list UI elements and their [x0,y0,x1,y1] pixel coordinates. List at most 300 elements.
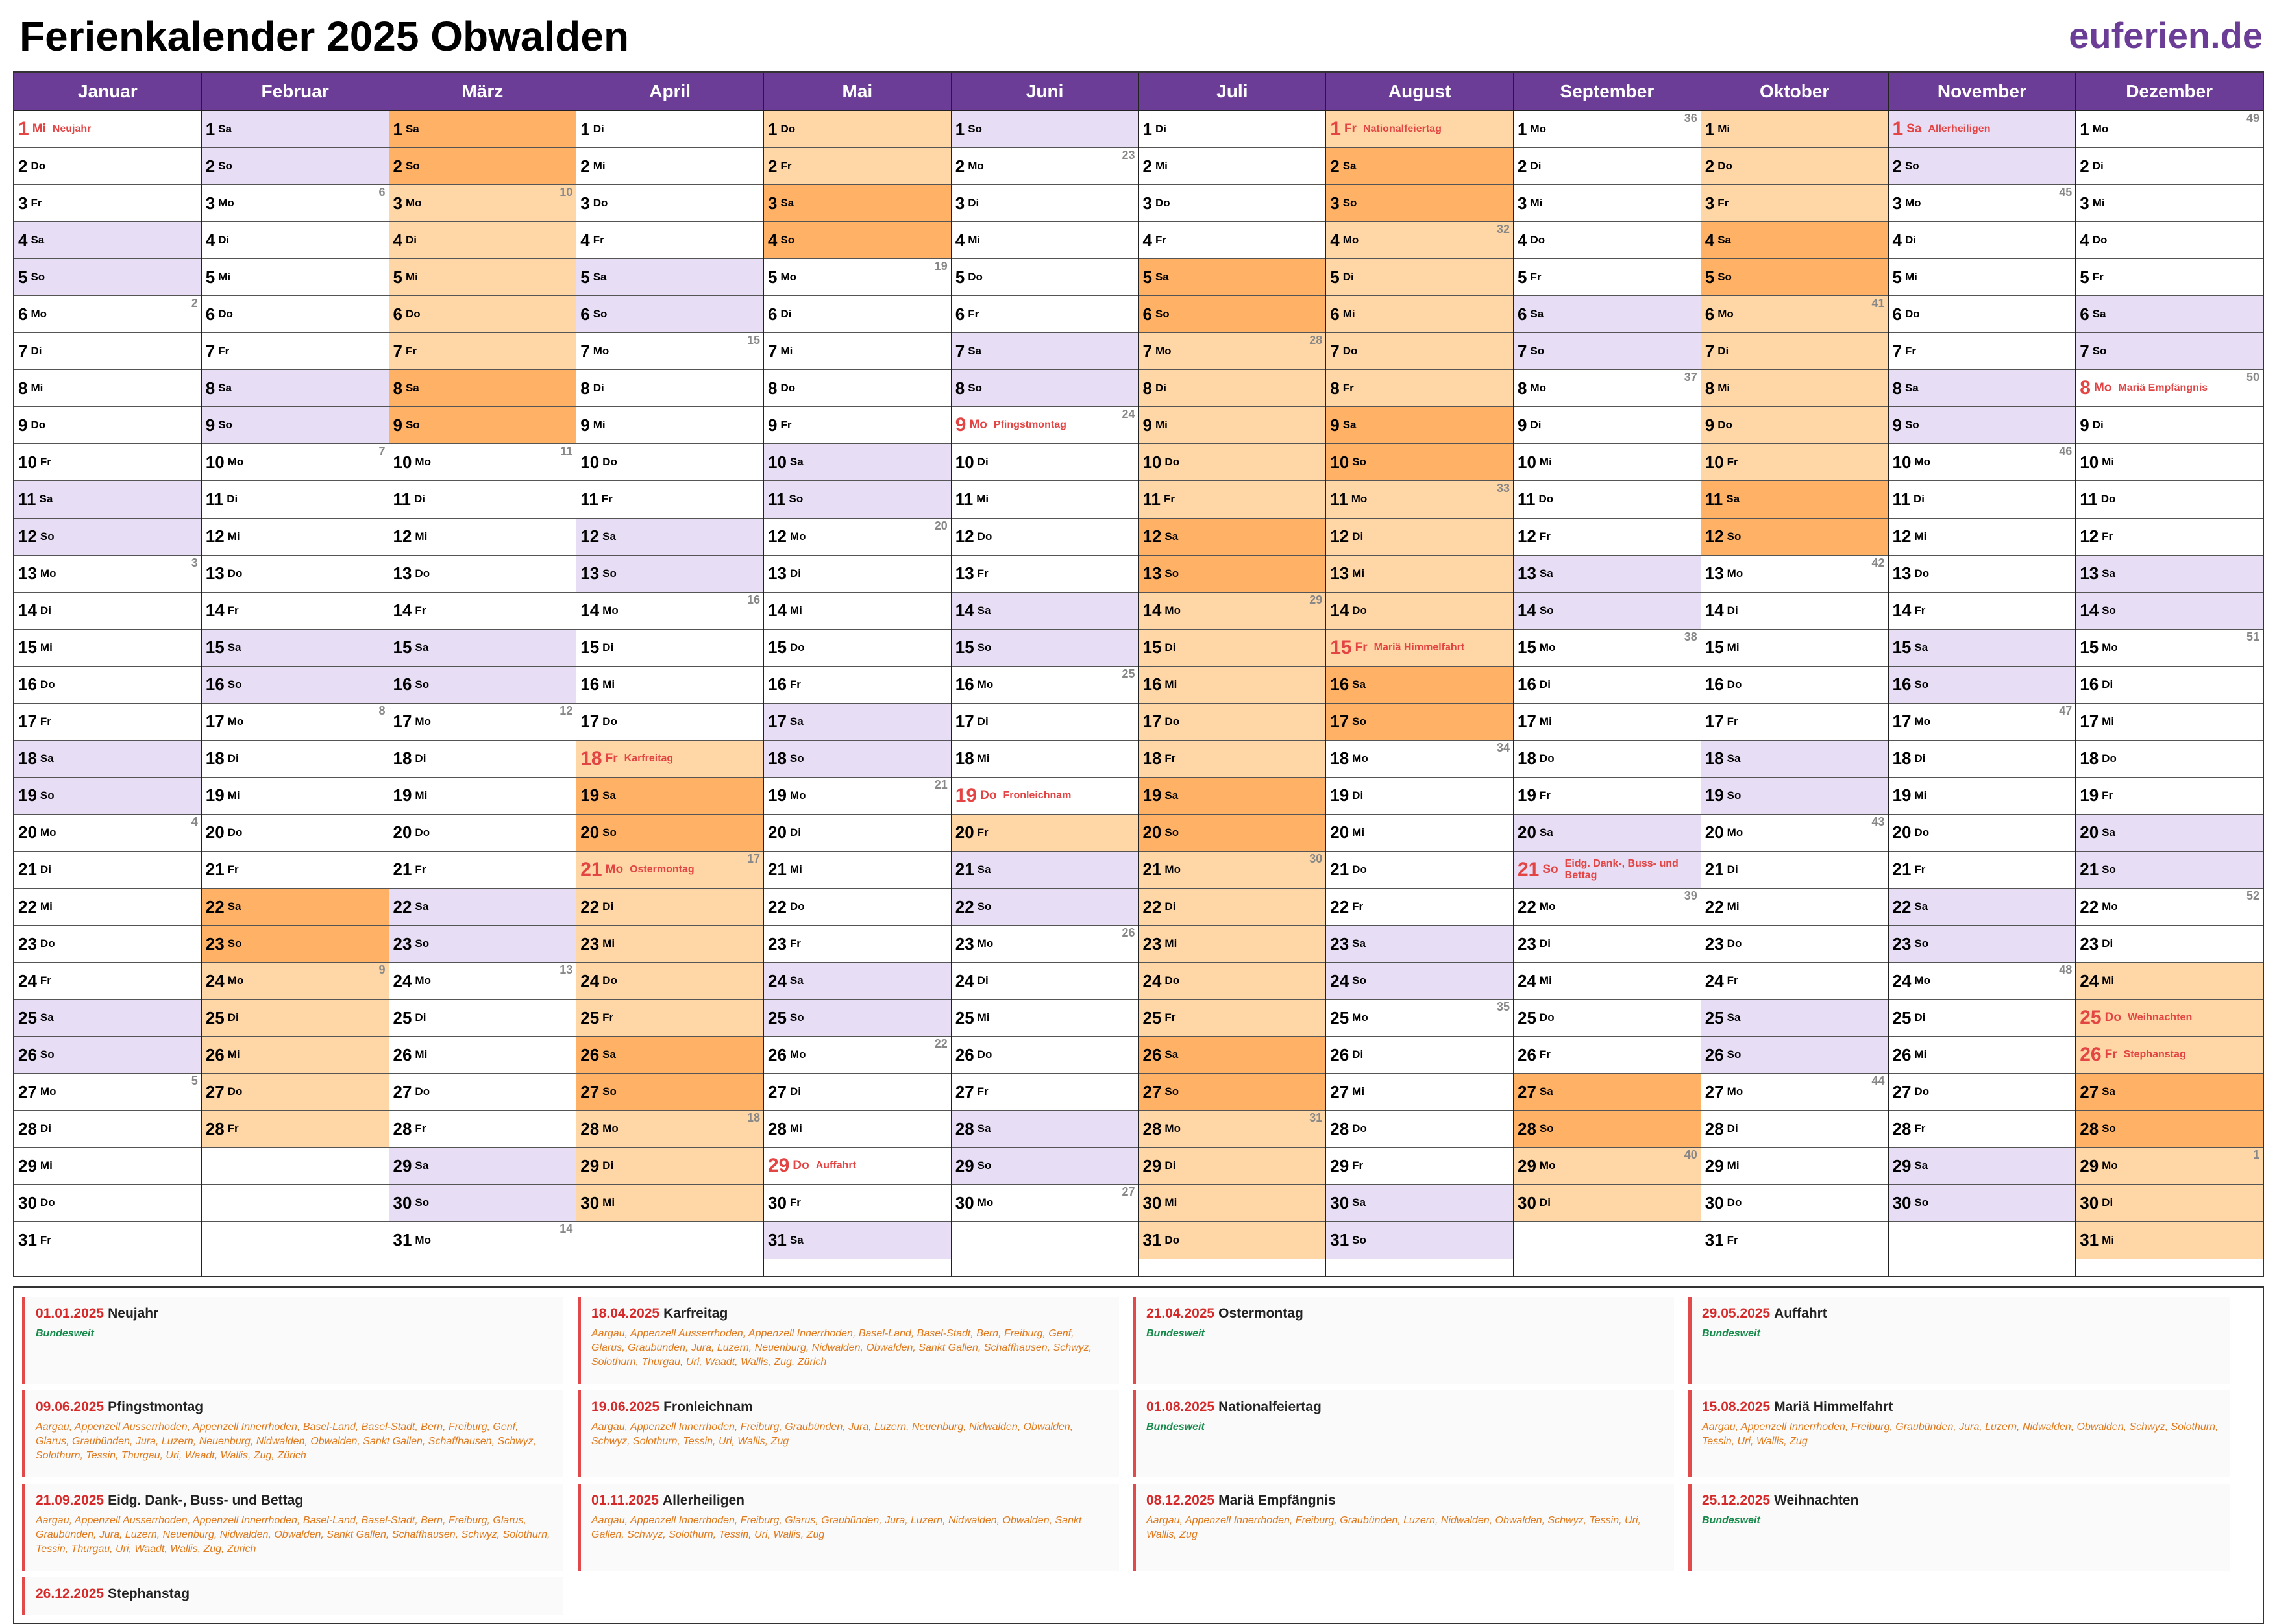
day-cell [1514,556,1701,593]
weekday-label: Do [1914,567,1930,580]
weekday-label: Mo [1164,1122,1181,1135]
day-cell [576,1222,763,1259]
day-number: 20 [1892,822,1912,843]
weekday-label: Mo [1539,641,1556,654]
day-number: 21 [1330,859,1349,880]
day-cell [952,741,1138,778]
weekday-label: So [1530,345,1545,358]
weekday-label: Sa [593,271,607,284]
weekday-label: So [789,493,804,506]
weekday-label: Mo [40,567,56,580]
day-cell [2076,370,2263,407]
holiday-legend-item [1688,1297,2230,1384]
month-header: Mai [764,73,951,111]
week-number: 8 [378,704,386,717]
day-cell [202,1111,389,1148]
day-cell [952,481,1138,518]
day-cell [14,963,201,1000]
day-number: 8 [768,378,778,398]
day-number: 14 [393,600,412,621]
day-cell [1326,1148,1513,1185]
day-number: 27 [580,1081,600,1101]
weekday-label: Do [1727,678,1742,691]
weekday-label: Di [1352,789,1364,802]
weekday-label: Di [40,1122,51,1135]
weekday-label: Do [1717,160,1732,173]
day-cell [952,593,1138,630]
weekday-label: Sa [405,382,419,395]
day-number: 6 [205,304,215,324]
day-cell [952,370,1138,407]
weekday-label: Do [1727,1196,1742,1209]
weekday-label: Sa [415,900,429,913]
day-number: 28 [1518,1118,1536,1138]
day-number: 22 [1142,896,1162,917]
day-number: 26 [393,1044,412,1064]
day-number: 21 [1705,859,1724,880]
day-number: 26 [1518,1044,1536,1064]
month-column [1701,73,1888,1276]
weekday-label: Sa [1155,271,1169,284]
day-number: 11 [1892,489,1910,509]
weekday-label: Mi [977,1011,990,1024]
day-number: 3 [768,193,778,213]
day-cell [1139,222,1326,259]
weekday-label: Mo [31,308,47,321]
page-title: Ferienkalender 2025 Obwalden [19,13,630,60]
holiday-date: 19.06.2025 [591,1399,660,1414]
weekday-label: Sa [1539,567,1553,580]
day-cell [1701,704,1888,741]
holiday-name: Pfingstmontag [993,419,1066,431]
weekday-label: Do [2102,752,2117,765]
weekday-label: Mi [1164,678,1177,691]
week-number: 40 [1684,1148,1697,1162]
day-number: 13 [18,563,37,584]
weekday-label: Mo [2102,1159,2118,1172]
weekday-label: Fr [977,1085,989,1098]
weekday-label: Mo [977,937,994,950]
day-number: 12 [18,526,37,547]
weekday-label: Mo [415,1233,431,1246]
week-number: 35 [1496,1000,1510,1014]
day-cell [1889,296,2076,333]
day-number: 2 [955,156,965,176]
day-cell [1889,407,2076,444]
day-number: 20 [768,822,787,843]
holiday-regions: Aargau, Appenzell Innerrhoden, Freiburg, Graubünden, Luzern, Nidwalden, Obwalden, Schwyz, Tessin, Uri, Wallis, Zug [1146,1515,1641,1540]
weekday-label: Sa [31,234,45,247]
day-number: 3 [1142,193,1152,213]
brand-logo[interactable]: euferien.de [2069,15,2263,56]
weekday-label: Sa [1727,1011,1741,1024]
day-cell [1514,407,1701,444]
day-number: 9 [18,415,28,435]
weekday-label: Fr [1539,1048,1551,1061]
weekday-label: Mi [40,1159,53,1172]
day-cell [14,370,201,407]
holiday-legend-item [22,1484,563,1571]
week-number: 42 [1871,556,1885,569]
day-number: 15 [1518,637,1536,658]
weekday-label: Mo [968,160,984,173]
weekday-label: Fr [1904,345,1916,358]
holiday-regions: Aargau, Appenzell Innerrhoden, Freiburg, Graubünden, Jura, Luzern, Neuenburg, Nidwalden, Obwalden, Schwyz, Solothurn, Tessin, Uri, Wallis, Zug [591,1421,1074,1447]
day-number: 3 [580,193,590,213]
day-cell [764,444,951,481]
day-cell [764,1148,951,1185]
day-cell [952,1037,1138,1074]
day-cell [764,778,951,815]
day-number: 6 [1330,304,1340,324]
weekday-label: Fr [1717,197,1729,210]
weekday-label: Sa [1539,826,1553,839]
day-cell [1326,148,1513,185]
day-cell [952,556,1138,593]
week-number: 16 [746,593,760,606]
weekday-label: Mo [1904,197,1921,210]
weekday-label: So [1352,456,1366,469]
day-cell [764,148,951,185]
day-cell [389,815,576,852]
day-cell [1326,222,1513,259]
day-cell [389,370,576,407]
day-number: 27 [1142,1081,1162,1101]
weekday-label: Sa [1164,789,1179,802]
weekday-label: Sa [2102,1085,2115,1098]
weekday-label: Sa [780,197,794,210]
day-number: 4 [205,230,215,250]
day-cell [389,222,576,259]
weekday-label: Di [977,715,989,728]
day-number: 3 [1705,193,1715,213]
weekday-label: So [977,1159,992,1172]
weekday-label: Sa [1352,678,1366,691]
day-number: 5 [18,267,28,287]
weekday-label: Di [1727,1122,1738,1135]
day-number: 5 [393,267,402,287]
day-number: 31 [1142,1230,1162,1250]
day-number: 14 [2080,600,2099,621]
day-cell [202,704,389,741]
weekday-label: Sa [415,1159,429,1172]
day-cell [1701,111,1888,148]
weekday-label: Do [1914,1085,1930,1098]
day-number: 7 [1142,341,1152,361]
weekday-label: So [602,826,617,839]
weekday-label: Mi [602,937,615,950]
day-number: 23 [768,933,787,953]
holiday-date: 25.12.2025 [1702,1493,1771,1508]
weekday-label: Mo [789,789,806,802]
day-cell [576,1111,763,1148]
day-number: 9 [2080,415,2089,435]
week-number: 6 [378,186,386,199]
day-number: 22 [1518,896,1536,917]
weekday-label: Sa [1717,234,1732,247]
day-number: 6 [955,304,965,324]
day-number: 18 [1142,748,1162,769]
weekday-label: Di [2092,160,2104,173]
weekday-label: Do [218,308,233,321]
day-cell [1514,963,1701,1000]
day-cell [1326,259,1513,296]
weekday-label: Do [793,1159,809,1173]
weekday-label: Di [405,234,417,247]
day-number: 28 [1142,1118,1162,1138]
day-number: 14 [955,600,974,621]
day-number: 14 [1892,600,1912,621]
day-number: 11 [1705,489,1723,509]
day-cell [1326,444,1513,481]
day-number: 6 [1518,304,1527,324]
weekday-label: So [1164,826,1179,839]
day-cell [764,852,951,889]
weekday-label: Di [1539,937,1551,950]
day-cell [14,778,201,815]
day-number: 17 [1330,711,1349,732]
day-cell [2076,1148,2263,1185]
weekday-label: Do [1727,937,1742,950]
weekday-label: So [789,752,804,765]
weekday-label: Di [40,604,51,617]
day-number: 1 [2080,119,2089,139]
day-cell [1701,1074,1888,1111]
weekday-label: Sa [789,1233,804,1246]
weekday-label: Fr [227,604,239,617]
day-cell [764,704,951,741]
day-cell [1514,741,1701,778]
holiday-regions: Bundesweit [36,1328,94,1339]
day-cell [1701,1000,1888,1037]
weekday-label: Di [1164,1159,1176,1172]
day-cell [1326,185,1513,222]
weekday-label: Di [1530,419,1542,432]
day-cell [1889,370,2076,407]
day-cell [2076,852,2263,889]
day-number: 25 [1705,1007,1724,1027]
weekday-label: So [40,789,55,802]
day-number: 28 [1705,1118,1724,1138]
weekday-label: Fr [789,1196,801,1209]
holiday-legend-item [578,1297,1119,1384]
day-number: 25 [768,1007,787,1027]
day-cell [764,259,951,296]
holiday-title: Stephanstag [108,1586,190,1601]
day-cell [2076,1074,2263,1111]
day-number: 13 [1705,563,1724,584]
day-cell [764,667,951,704]
day-number: 1 [580,119,590,139]
day-cell [1701,1222,1888,1259]
day-cell [2076,1037,2263,1074]
day-cell [1139,926,1326,963]
day-cell [764,1037,951,1074]
weekday-label: Mi [789,863,802,876]
weekday-label: Mi [1352,826,1365,839]
day-number: 15 [205,637,225,658]
day-cell [1139,519,1326,556]
weekday-label: So [977,900,992,913]
day-cell [1514,1037,1701,1074]
weekday-label: Mo [405,197,422,210]
weekday-label: Sa [2102,567,2115,580]
day-cell [14,296,201,333]
day-number: 22 [2080,896,2099,917]
week-number: 30 [1309,852,1323,865]
week-number: 23 [1122,149,1135,162]
day-cell [14,185,201,222]
day-cell [1139,593,1326,630]
day-cell [1139,481,1326,518]
weekday-label: Sa [1904,382,1919,395]
holiday-legend [13,1286,2264,1624]
day-number: 31 [393,1230,412,1250]
day-cell [952,778,1138,815]
day-cell [576,519,763,556]
day-number: 17 [580,711,600,732]
weekday-label: Di [2102,678,2113,691]
day-number: 23 [2080,933,2099,953]
day-number: 19 [2080,785,2099,806]
weekday-label: Di [1914,493,1925,506]
day-number: 5 [955,267,965,287]
day-number: 11 [955,489,974,509]
holiday-legend-item [22,1297,563,1384]
day-cell [389,889,576,926]
weekday-label: Fr [2092,271,2104,284]
day-cell [1889,1074,2076,1111]
weekday-label: Fr [1155,234,1166,247]
day-cell [2076,778,2263,815]
weekday-label: So [40,1048,55,1061]
day-number: 3 [1892,193,1902,213]
day-cell [1514,1074,1701,1111]
day-number: 24 [955,970,974,990]
day-cell [2076,444,2263,481]
week-number: 48 [2059,963,2073,977]
day-cell [14,1148,201,1185]
weekday-label: Fr [1727,715,1738,728]
day-number: 29 [580,1155,600,1175]
weekday-label: Mi [40,900,53,913]
day-cell [1889,741,2076,778]
week-number: 50 [2246,371,2259,384]
day-cell [1139,1000,1326,1037]
week-number: 41 [1871,297,1885,310]
day-number: 1 [1330,118,1341,140]
holiday-date: 01.11.2025 [591,1493,659,1508]
weekday-label: Fr [415,863,426,876]
weekday-label: Di [1352,1048,1364,1061]
month-column [2075,73,2263,1276]
day-cell [1139,444,1326,481]
day-cell [389,704,576,741]
holiday-date: 01.01.2025 [36,1306,105,1321]
day-number: 2 [2080,156,2089,176]
day-cell [389,481,576,518]
day-cell [576,667,763,704]
week-number: 38 [1684,630,1697,643]
weekday-label: So [2092,345,2107,358]
day-cell [576,1074,763,1111]
weekday-label: Fr [1914,604,1926,617]
day-cell [202,556,389,593]
day-cell [1701,259,1888,296]
week-number: 47 [2059,704,2073,717]
holiday-legend-item [1133,1390,1674,1477]
weekday-label: Mi [1352,567,1365,580]
month-column [1513,73,1701,1276]
day-number: 17 [2080,711,2099,732]
weekday-label: Di [414,493,425,506]
day-cell [1326,889,1513,926]
holiday-title: Auffahrt [1774,1306,1827,1321]
day-cell [1701,889,1888,926]
weekday-label: Do [980,788,997,802]
day-number: 9 [1518,415,1527,435]
day-cell [1139,630,1326,667]
weekday-label: Fr [218,345,230,358]
day-cell [1139,296,1326,333]
day-cell [576,704,763,741]
weekday-label: Fr [789,937,801,950]
day-cell [952,1111,1138,1148]
weekday-label: Mo [602,604,619,617]
weekday-label: Sa [405,123,419,136]
weekday-label: So [1727,530,1742,543]
day-number: 27 [1330,1081,1349,1101]
day-cell [1889,593,2076,630]
day-number: 26 [18,1044,37,1064]
weekday-label: Fr [415,604,426,617]
day-number: 23 [1330,933,1349,953]
weekday-label: Mi [1727,900,1740,913]
day-number: 27 [205,1081,225,1101]
day-number: 22 [768,896,787,917]
day-number: 25 [1518,1007,1536,1027]
weekday-label: So [1727,1048,1742,1061]
day-number: 15 [2080,637,2099,658]
holiday-title: Ostermontag [1218,1306,1303,1321]
day-cell [2076,926,2263,963]
month-header: September [1514,73,1701,111]
day-number: 31 [1330,1230,1349,1250]
day-cell [389,926,576,963]
weekday-label: Do [227,826,243,839]
day-number: 7 [768,341,778,361]
day-cell [1514,1111,1701,1148]
day-cell [202,1000,389,1037]
day-number: 6 [1892,304,1902,324]
month-column [14,73,201,1276]
day-number: 5 [205,267,215,287]
day-cell [1889,1148,2076,1185]
day-number: 23 [1518,933,1536,953]
weekday-label: Mi [593,419,606,432]
weekday-label: Do [1164,1233,1180,1246]
day-number: 25 [955,1007,974,1027]
weekday-label: Do [780,382,796,395]
weekday-label: Fr [1342,382,1354,395]
day-number: 1 [955,119,965,139]
weekday-label: Di [602,1159,614,1172]
day-number: 15 [580,637,600,658]
weekday-label: Mo [2102,900,2118,913]
day-number: 11 [1518,489,1536,509]
day-cell [1889,630,2076,667]
day-number: 10 [205,452,225,472]
